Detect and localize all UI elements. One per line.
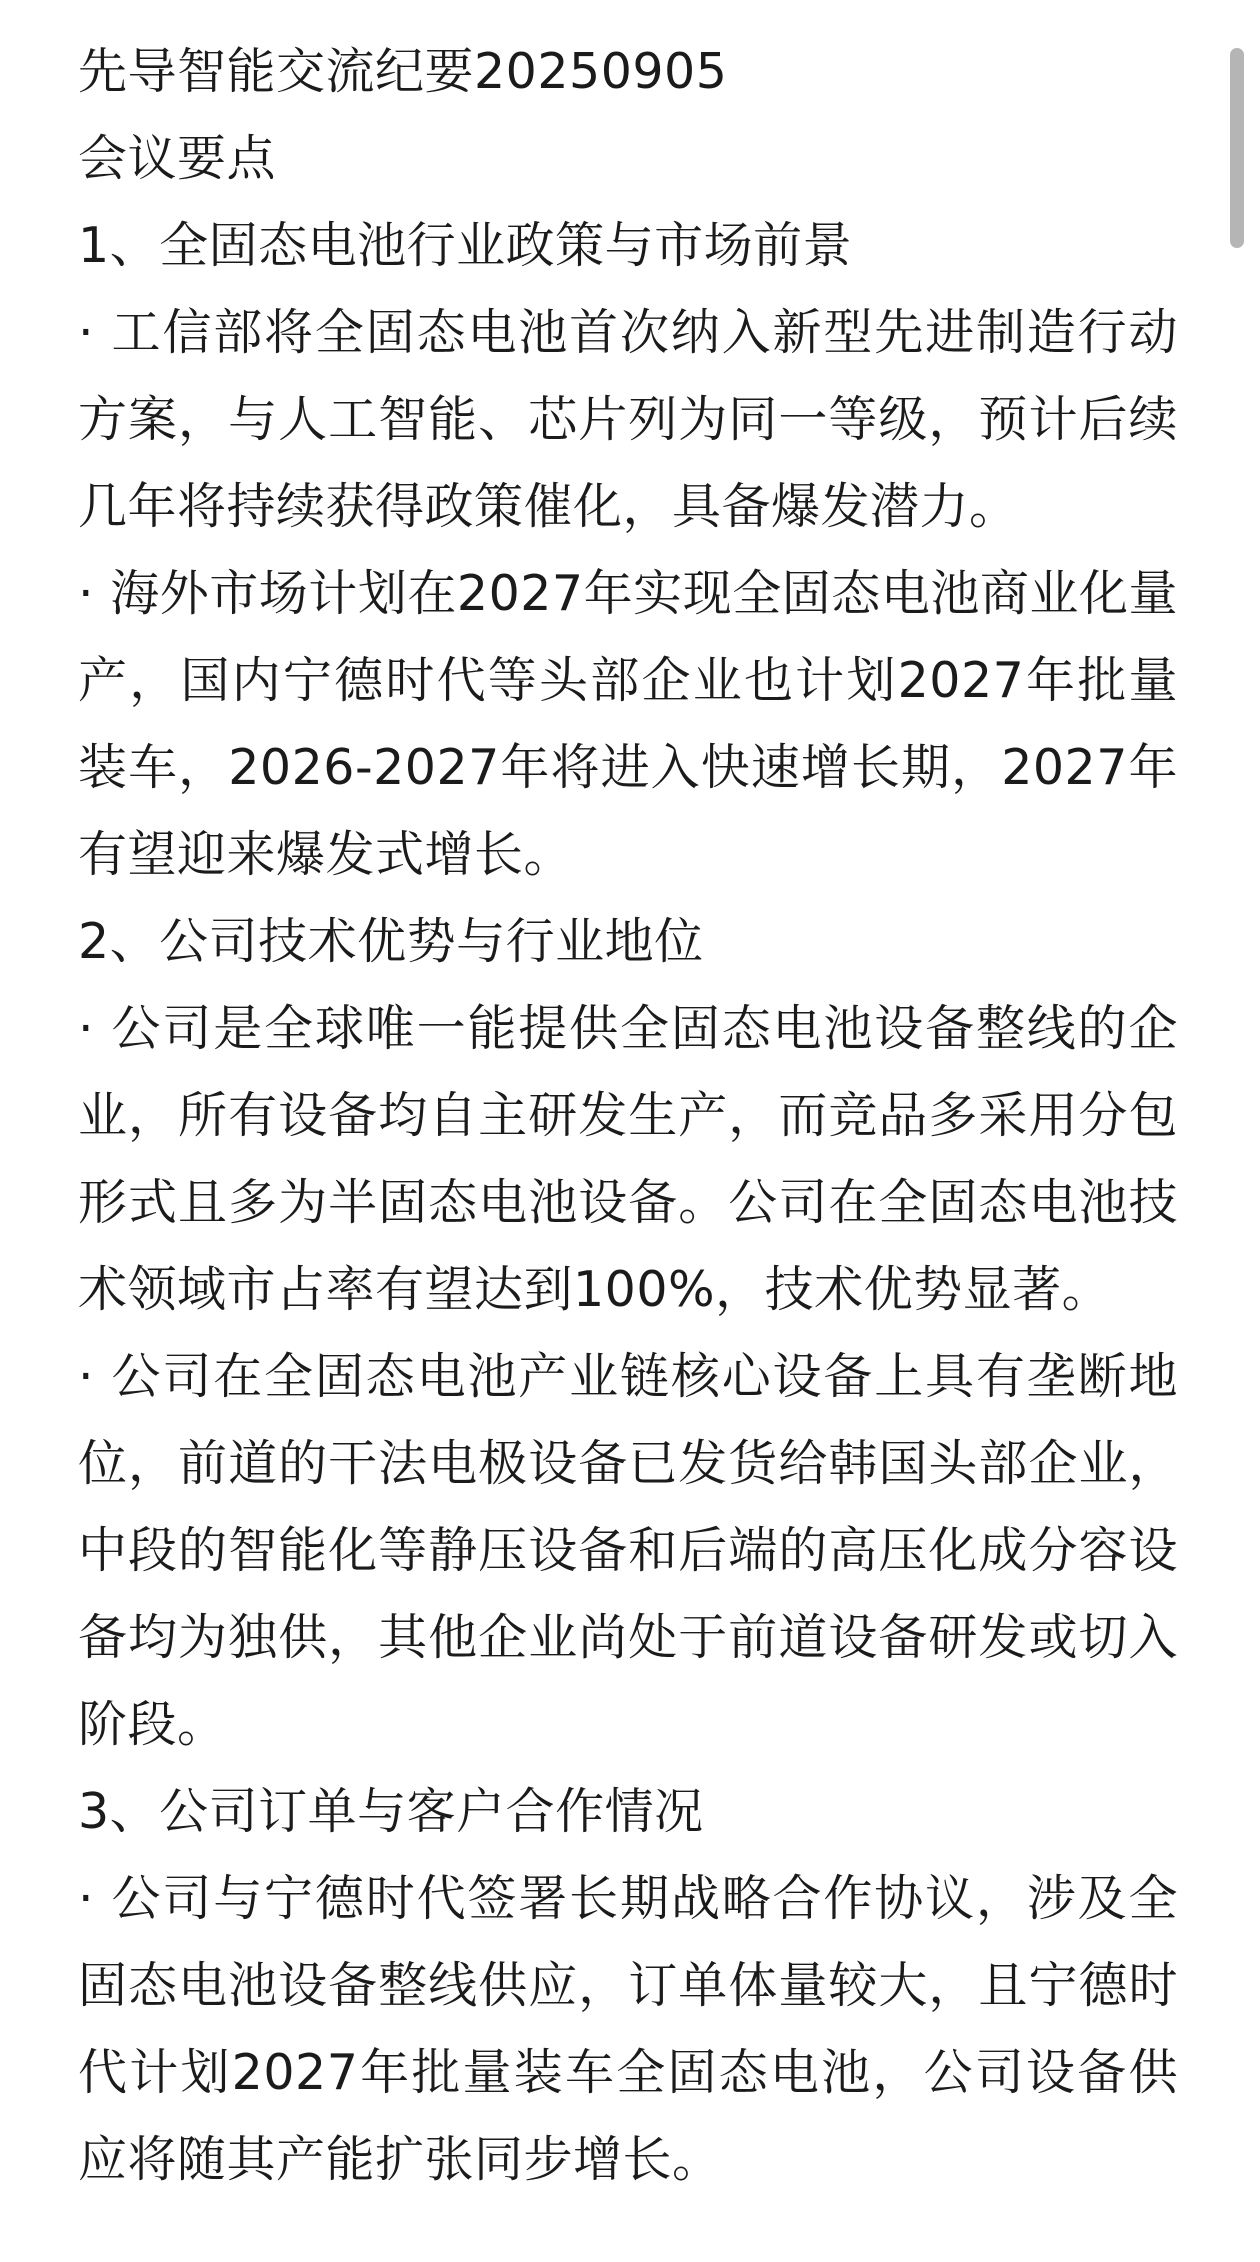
section-tech-advantage <box>78 898 1178 1768</box>
section-heading: 1、全固态电池行业政策与市场前景 <box>78 217 853 274</box>
bullet-paragraph: · 工信部将全固态电池首次纳入新型先进制造行动方案，与人工智能、芯片列为同一等级，预计后续几年将持续获得政策催化，具备爆发潜力。 <box>78 304 1178 535</box>
bullet-paragraph: · 公司与宁德时代签署长期战略合作协议，涉及全固态电池设备整线供应，订单体量较大，且宁德时代计划2027年批量装车全固态电池，公司设备供应将随其产能扩张同步增长。 <box>78 1870 1178 2188</box>
document-title: 先导智能交流纪要20250905 <box>78 43 728 100</box>
document-subtitle: 会议要点 <box>78 130 277 187</box>
section-heading: 3、公司订单与客户合作情况 <box>78 1783 704 1840</box>
section-policy-market <box>78 202 1178 898</box>
section-orders-customers <box>78 1768 1178 2203</box>
section-heading: 2、公司技术优势与行业地位 <box>78 913 704 970</box>
scrollbar-thumb[interactable] <box>1230 48 1244 248</box>
bullet-paragraph: · 公司是全球唯一能提供全固态电池设备整线的企业，所有设备均自主研发生产，而竞品多采用分包形式且多为半固态电池设备。公司在全固态电池技术领域市占率有望达到100%，技术优势显著。 <box>78 1000 1178 1318</box>
bullet-paragraph: · 公司在全固态电池产业链核心设备上具有垄断地位，前道的干法电极设备已发货给韩国头部企业，中段的智能化等静压设备和后端的高压化成分容设备均为独供，其他企业尚处于前道设备研发或切入阶段。 <box>78 1348 1178 1753</box>
bullet-paragraph: · 海外市场计划在2027年实现全固态电池商业化量产，国内宁德时代等头部企业也计划2027年批量装车，2026-2027年将进入快速增长期，2027年有望迎来爆发式增长。 <box>78 565 1178 883</box>
document-body <box>78 28 1178 2203</box>
